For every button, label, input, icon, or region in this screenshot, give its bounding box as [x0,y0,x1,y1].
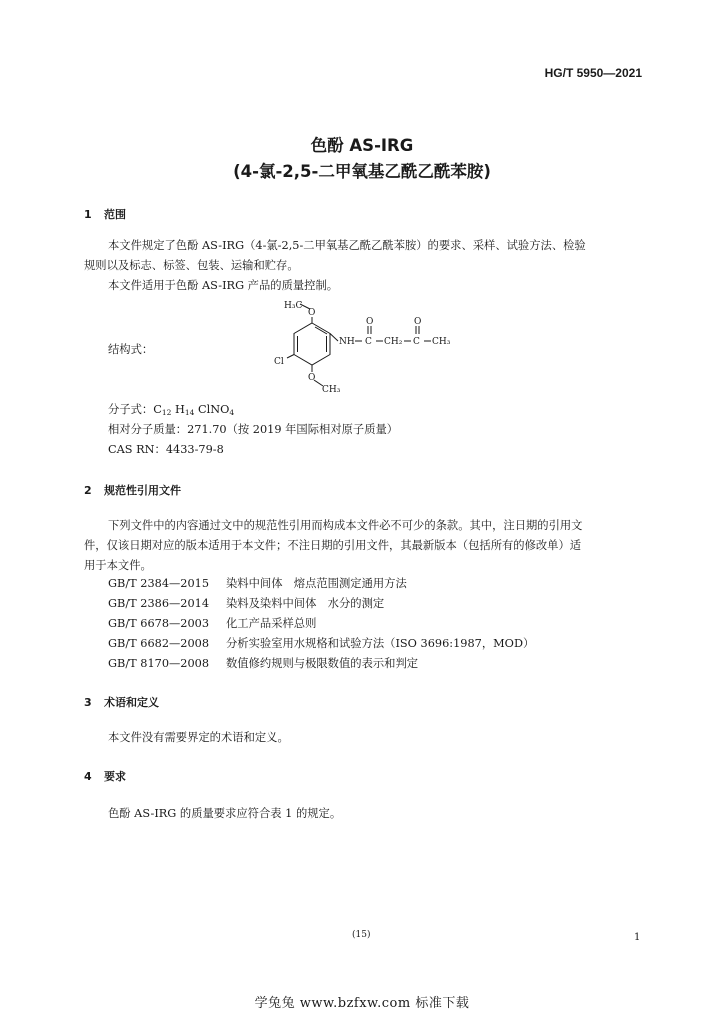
paragraph: 本文件适用于色酚 AS-IRG 产品的质量控制。 [108,279,339,292]
reference-code: GB/T 6682—2008 [108,637,210,650]
section-number: 1 [84,208,92,221]
section-3-heading [84,694,159,710]
paragraph: 色酚 AS-IRG 的质量要求应符合表 1 的规定。 [108,807,342,820]
reference-title: 化工产品采样总则 [226,617,317,630]
o-label: O [308,373,316,383]
paragraph: 下列文件中的内容通过文中的规范性引用而构成本文件必不可少的条款。其中，注日期的引用文 [108,519,583,532]
reference-code: GB/T 8170—2008 [108,657,210,670]
c-label: C [365,337,372,347]
paragraph: 用于本文件。 [84,559,152,572]
section-2-heading [84,482,181,498]
reference-code: GB/T 6678—2003 [108,617,210,630]
page-number: 1 [634,932,641,943]
ch3-label: CH₃ [432,337,451,347]
molecular-mass: 相对分子质量：271.70（按 2019 年国际相对原子质量） [108,423,399,436]
cl-label: Cl [274,357,284,367]
o-label: O [308,308,316,318]
cas-number: CAS RN：4433-79-8 [108,443,224,456]
reference-title: 染料中间体 熔点范围测定通用方法 [226,577,407,590]
paragraph: 件，仅该日期对应的版本适用于本文件；不注日期的引用文件，其最新版本（包括所有的修改单）适 [84,539,582,552]
structural-formula [270,296,470,400]
doc-title-line1: 色酚 AS-IRG [310,136,414,155]
benzene-ring [294,323,330,365]
section-title: 术语和定义 [104,696,159,709]
molecular-formula: 分子式：$C_{12}$ $H_{14}$ ClNO$_4$ [108,403,235,417]
reference-title: 分析实验室用水规格和试验方法（ISO 3696:1987，MOD） [226,637,535,650]
reference-code: GB/T 2384—2015 [108,577,210,590]
standard-code: HG/T 5950—2021 [544,66,642,80]
watermark-text: 学兔兔 www.bzfxw.com 标准下载 [254,996,470,1011]
reference-item [108,574,407,594]
o-label: O [366,317,374,327]
ch2-label: CH₂ [384,337,403,347]
section-number: 3 [84,696,92,709]
doc-title-line2: (4-氯-2,5-二甲氧基乙酰乙酰苯胺) [233,162,491,181]
reference-item [108,654,418,674]
reference-title: 染料及染料中间体 水分的测定 [226,597,385,610]
section-number: 2 [84,484,92,497]
section-4-heading [84,768,126,784]
o-label: O [414,317,422,327]
section-title: 要求 [104,770,126,783]
h3c-label: H₃C [284,301,303,311]
section-title: 规范性引用文件 [104,484,181,497]
reference-code: GB/T 2386—2014 [108,597,210,610]
section-1-heading [84,206,126,222]
paragraph: 本文件规定了色酚 AS-IRG（4-氯-2,5-二甲氧基乙酰乙酰苯胺）的要求、采样、试验方法、检验 [108,239,586,252]
nh-label: NH [339,337,355,347]
reference-item [108,614,316,634]
reference-item [108,634,534,654]
paragraph: 规则以及标志、标签、包装、运输和贮存。 [84,259,299,272]
paragraph: 本文件没有需要界定的术语和定义。 [108,731,289,744]
ch3-label: CH₃ [322,385,341,395]
section-number: 4 [84,770,92,783]
c-label: C [413,337,420,347]
formula-label: 分子式： [108,403,154,416]
reference-item [108,594,384,614]
structure-label: 结构式： [108,343,154,356]
page-number-center: (15) [352,930,371,940]
reference-title: 数值修约规则与极限数值的表示和判定 [226,657,419,670]
section-title: 范围 [104,208,126,221]
